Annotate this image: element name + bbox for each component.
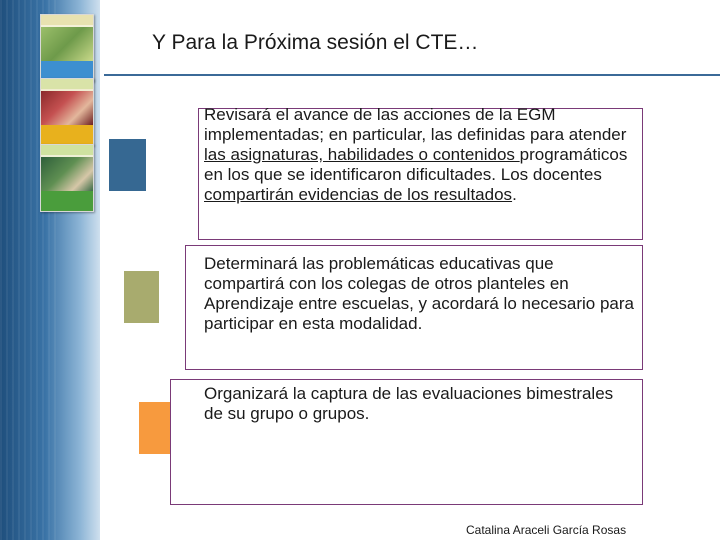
book-cover-image-3 — [40, 144, 94, 212]
item-marker-3 — [139, 402, 174, 454]
item-marker-1 — [109, 139, 146, 191]
item-text-2-part: Determinará las problemáticas educativas que compartirá con los colegas de otros planteles en Aprendizaje entre escuelas, y acordará lo necesario para participar en esta modalidad. — [204, 254, 634, 333]
item-marker-2 — [124, 271, 159, 323]
item-text-1 — [204, 105, 629, 205]
footer-credit: Catalina Araceli García Rosas — [466, 523, 627, 537]
item-text-1-part: . — [512, 185, 517, 204]
item-text-1-part: programáticos en los que se identificaron dificultades. Los docentes — [204, 145, 628, 184]
item-text-2 — [204, 254, 636, 334]
item-text-1-underlined-part: las asignaturas, habilidades o contenidos — [204, 145, 520, 164]
book-cover-image-2 — [40, 78, 94, 146]
item-text-1-part: Revisará el avance de las acciones de la EGM implementadas; en particular, las definidas para atender — [204, 105, 627, 144]
title-rule — [104, 74, 720, 76]
slide-title: Y Para la Próxima sesión el CTE… — [152, 31, 479, 54]
item-text-1-underlined-part: compartirán evidencias de los resultados — [204, 185, 513, 204]
item-box-3 — [170, 379, 643, 505]
book-cover-image-1 — [40, 14, 94, 82]
item-text-3-part: Organizará la captura de las evaluaciones bimestrales de su grupo o grupos. — [204, 384, 614, 423]
item-box-1 — [198, 105, 643, 240]
item-text-3 — [204, 384, 634, 424]
item-box-2 — [185, 245, 643, 370]
